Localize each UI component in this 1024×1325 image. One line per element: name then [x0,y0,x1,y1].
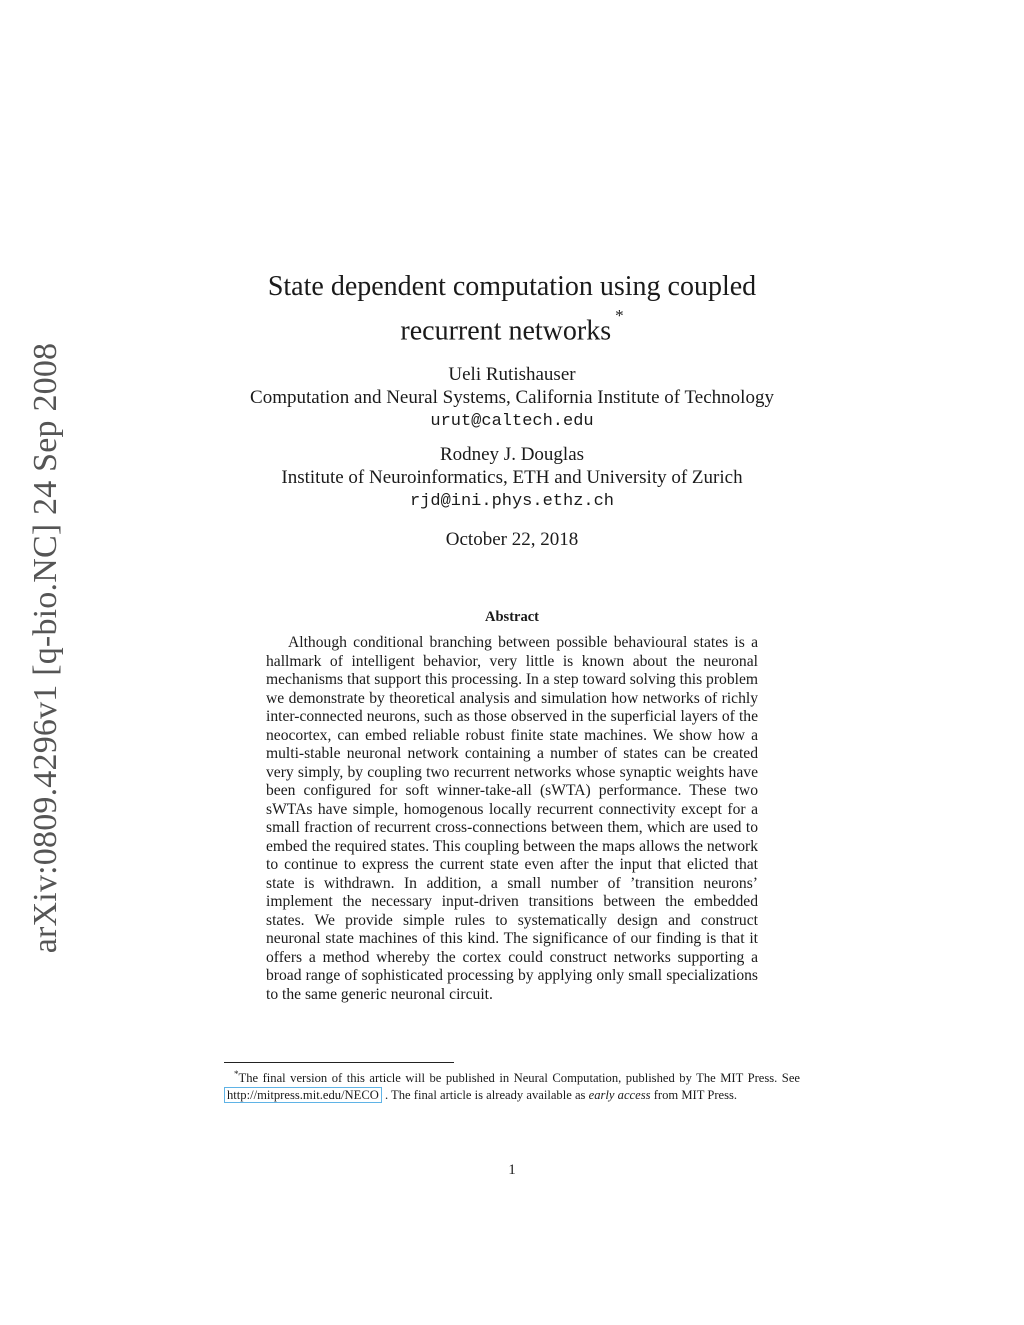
author-1-affiliation: Computation and Neural Systems, California Institute of Technology [250,387,774,408]
abstract-text: Although conditional branching between possible behavioural states is a hallmark of intelligent behavior, very little is known about the neuronal mechanisms that support this processing. In a step toward solving this problem we demonstrate by theoretical analysis and simulation how networks of richly inter-connected neurons, such as those observed in the superficial layers of the neocortex, can embed reliable robust finite state machines. We show how a multi-stable neuronal network containing a number of states can be created very simply, by coupling two recurrent networks whose synaptic weights have been configured for soft winner-take-all (sWTA) performance. These two sWTAs have simple, homogenous locally recurrent connectivity except for a small fraction of recurrent cross-connections between them, which are used to embed the required states. This coupling between the maps allows the network to continue to express the current state even after the input that elicted that state is withdrawn. In addition, a small number of ’transition neurons’ implement the necessary input-driven transitions between the embedded states. We provide simple rules to systematically design and construct neuronal state machines of this kind. The significance of our finding is that it offers a method whereby the cortex could construct networks supporting a broad range of sophisticated processing by applying only small specializations to the same generic neuronal circuit. [266,634,759,1003]
title-line-2-text: recurrent networks [400,315,612,347]
footnote-text-after: . The final article is already available as [384,1088,586,1103]
author-2 [140,443,884,513]
arxiv-identifier-text: arXiv:0809.4296v1 [q-bio.NC] 24 Sep 2008 [27,342,64,954]
footnote-mark: * [234,1069,239,1079]
author-2-affiliation: Institute of Neuroinformatics, ETH and University of Zurich [281,467,743,488]
paper-title [200,268,824,349]
title-line-1: State dependent computation using coupled [267,271,757,302]
footnote-emphasis: early access [588,1088,651,1103]
abstract-body [266,634,758,1004]
arxiv-identifier-stamp [16,342,76,954]
footnote [224,1066,800,1104]
footnote-url-link[interactable]: http://mitpress.mit.edu/NECO [224,1087,382,1103]
page-number: 1 [508,1162,516,1178]
author-1-email[interactable]: urut@caltech.edu [430,412,594,431]
footnote-text-end: from MIT Press. [653,1088,738,1103]
author-2-name: Rodney J. Douglas [439,444,585,465]
author-2-email[interactable]: rjd@ini.phys.ethz.ch [409,492,615,511]
title-line-2 [200,305,824,349]
abstract-heading: Abstract [485,609,539,625]
footnote-rule [224,1062,454,1063]
author-1-name: Ueli Rutishauser [448,364,576,385]
title-footnote-mark: * [615,306,624,325]
paper-date: October 22, 2018 [445,529,579,550]
footnote-paragraph [224,1066,800,1104]
author-1 [140,363,884,433]
footnote-text-before: The final version of this article will be published in Neural Computation, published by The MIT Press. See [238,1071,800,1086]
